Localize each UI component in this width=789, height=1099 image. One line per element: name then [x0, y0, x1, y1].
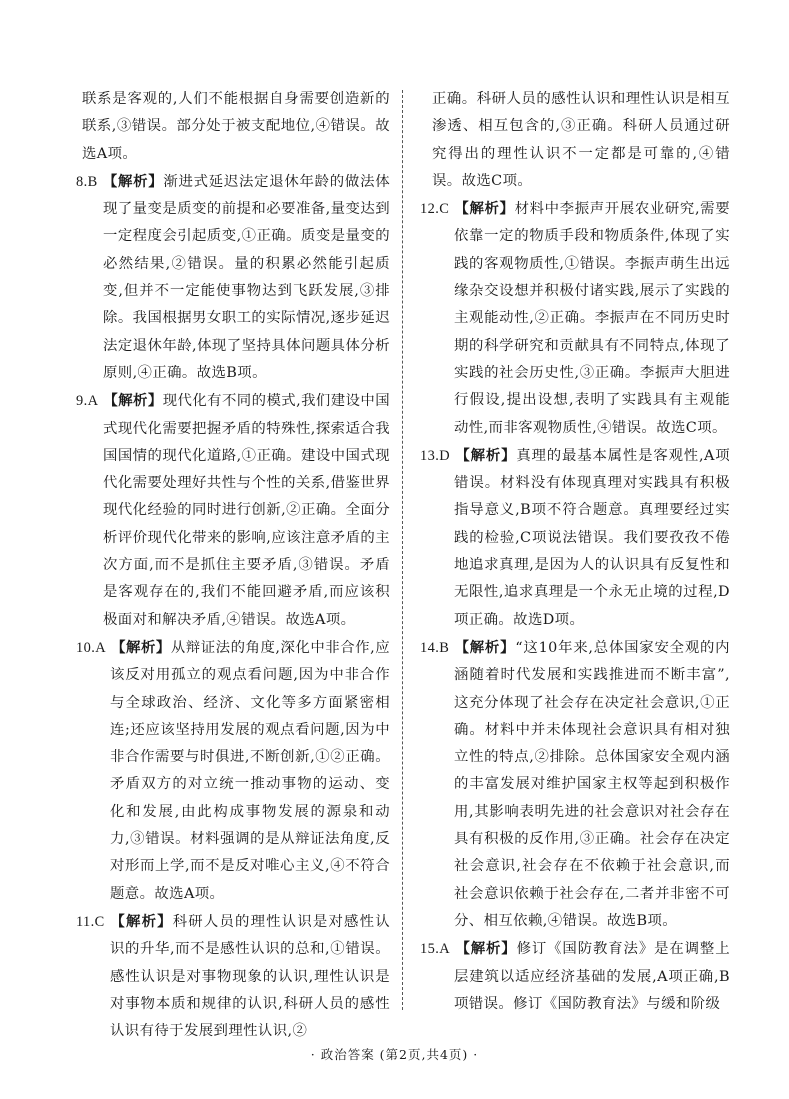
analysis-tag: 【解析】: [455, 446, 517, 464]
item-number: 13.: [420, 447, 440, 464]
continuation-text: 联系是客观的,人们不能根据自身需要创造新的联系,③错误。部分处于被支配地位,④错误。故选A项。: [82, 91, 390, 162]
analysis-text: 从辩证法的角度,深化中非合作,应该反对用孤立的观点看问题,因为中非合作与全球政治、经济、文化等多方面紧密相连;还应该坚持用发展的观点看问题,因为中非合作需要与时俱进,不断创新,①②正确。矛盾双方的对立统一推动事物的运动、变化和发展,由此构成事物发展的源泉和动力,③错误。材料强调的是从辩证法角度,反对形而上学,而不是反对唯心主义,④不符合题意。故选A项。: [110, 639, 390, 902]
analysis-text: 真理的最基本属性是客观性,A项错误。材料没有体现真理对实践具有积极指导意义,B项不符合题意。真理要经过实践的检验,C项说法错误。我们要孜孜不倦地追求真理,是因为人的认识具有反复性和无限性,追求真理是一个永无止境的过程,D项正确。故选D项。: [454, 447, 731, 628]
item-number: 15.: [420, 941, 440, 958]
item-number: 8.: [76, 173, 88, 190]
continuation-text: 正确。科研人员的感性认识和理性认识是相互渗透、相互包含的,③正确。科研人员通过研究得出的理性认识不一定都是可靠的,④错误。故选C项。: [432, 91, 730, 189]
answer-item-11: [76, 908, 390, 1045]
item-number: 10.: [76, 639, 96, 656]
item-answer: A: [439, 941, 450, 958]
answer-item-10: [76, 634, 390, 908]
analysis-text: 修订《国防教育法》是在调整上层建筑以适应经济基础的发展,A项正确,B项错误。修订《国防教育法》与缓和阶级: [454, 941, 730, 1012]
right-column: [420, 86, 730, 1018]
item-number: 11.: [76, 913, 95, 930]
analysis-tag: 【解析】: [110, 912, 173, 930]
analysis-text: 渐进式延迟法定退休年龄的做法体现了量变是质变的前提和必要准备,量变达到一定程度会引起质变,①正确。质变是量变的必然结果,②错误。量的积累必然能引起质变,但并不一定能使事物达到飞跃发展,③排除。我国根据男女职工的实际情况,逐步延迟法定退休年龄,体现了坚持具体问题具体分析原则,④正确。故选B项。: [103, 173, 390, 381]
analysis-text: 现代化有不同的模式,我们建设中国式现代化需要把握矛盾的特殊性,探索适合我国国情的现代化道路,①正确。建设中国式现代化需要处理好共性与个性的关系,借鉴世界现代化经验的同时进行创新,②正确。全面分析评价现代化带来的影响,应该注意矛盾的主次方面,而不是抓住主要矛盾,③错误。矛盾是客观存在的,我们不能回避矛盾,而应该积极面对和解决矛盾,④错误。故选A项。: [103, 393, 390, 628]
analysis-tag: 【解析】: [111, 638, 171, 656]
answer-item-12: [420, 195, 730, 442]
analysis-tag: 【解析】: [455, 940, 517, 958]
item-answer: C: [94, 913, 105, 930]
answer-item-9: [76, 387, 390, 634]
item-number: 12.: [420, 201, 440, 218]
left-column: [76, 86, 390, 1045]
item-answer: B: [439, 639, 450, 656]
analysis-tag: 【解析】: [454, 638, 516, 656]
column-divider: [402, 90, 403, 1010]
analysis-tag: 【解析】: [103, 392, 163, 410]
analysis-text: 材料中李振声开展农业研究,需要依靠一定的物质手段和物质条件,体现了实践的客观物质性,①错误。李振声萌生出远缘杂交设想并积极付诸实践,展示了实践的主观能动性,②正确。李振声在不同历史时期的科学研究和贡献具有不同特点,体现了实践的社会历史性,③正确。李振声大胆进行假设,提出设想,表明了实践具有主观能动性,而非客观物质性,④错误。故选C项。: [454, 201, 730, 436]
analysis-tag: 【解析】: [454, 200, 515, 218]
item-answer: B: [87, 173, 98, 190]
item-answer: D: [439, 447, 450, 464]
item-number: 14.: [420, 639, 440, 656]
item-answer: A: [95, 639, 106, 656]
analysis-text: 科研人员的理性认识是对感性认识的升华,而不是感性认识的总和,①错误。感性认识是对事物现象的认识,理性认识是对事物本质和规律的认识,科研人员的感性认识有待于发展到理性认识,②: [110, 913, 390, 1040]
answer-item-13: [420, 442, 730, 634]
page-footer: · 政治答案 (第2页,共4页) ·: [310, 1047, 479, 1062]
analysis-text: “这10年来,总体国家安全观的内涵随着时代发展和实践推进而不断丰富”,这充分体现了社会存在决定社会意识,①正确。材料中并未体现社会意识具有相对独立性的特点,②排除。总体国家安全观内涵的丰富发展对维护国家主权等起到积极作用,其影响表明先进的社会意识对社会存在具有积极的反作用,③正确。社会存在决定社会意识,社会存在不依赖于社会意识,而社会意识依赖于社会存在,二者并非密不可分、相互依赖,④错误。故选B项。: [454, 639, 730, 929]
item-answer: C: [439, 201, 450, 218]
answer-item-15: [420, 935, 730, 1018]
item-number: 9.: [76, 393, 88, 410]
analysis-tag: 【解析】: [102, 172, 164, 190]
answer-item-14: [420, 634, 730, 935]
answer-item-8: [76, 168, 390, 387]
item-answer: A: [87, 393, 99, 410]
